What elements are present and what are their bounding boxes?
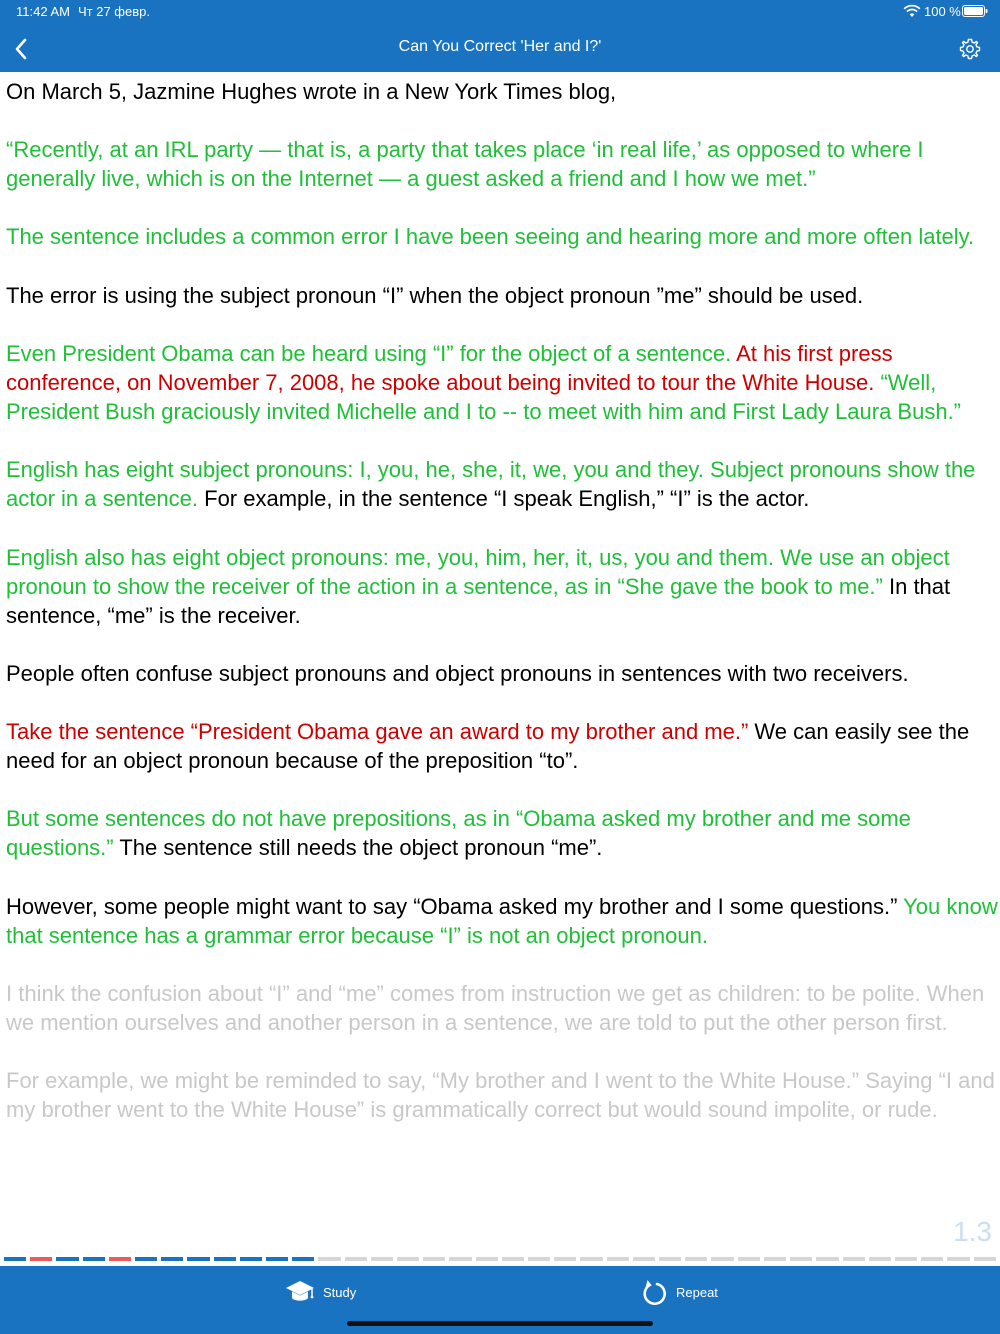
text-segment-green: English has eight subject pronouns: I, you, he, she, it, we, you and they. Subject pronouns show the actor in a sentence.	[6, 457, 976, 512]
page-indicator: 1.3	[953, 1216, 992, 1247]
lesson-paragraph	[6, 455, 1000, 513]
repeat-button[interactable]	[640, 1276, 718, 1308]
study-label: Study	[323, 1284, 357, 1300]
text-segment-black: On March 5, Jazmine Hughes wrote in a New York Times blog,	[6, 79, 617, 104]
text-segment-green: But some sentences do not have prepositions, as in “Obama asked my brother and me some questions.”	[6, 806, 911, 861]
progress-segment	[4, 1257, 26, 1261]
repeat-label: Repeat	[676, 1284, 718, 1300]
text-segment-faded: For example, we might be reminded to say, “My brother and I went to the White House.” Saying “I and my brother went to the White House” is grammatically correct but would sound impolite, or rude.	[6, 1068, 995, 1123]
progress-segment	[947, 1257, 969, 1261]
lesson-paragraph	[6, 339, 1000, 426]
text-segment-black: In that sentence, “me” is the receiver.	[6, 573, 951, 628]
progress-segment	[921, 1257, 943, 1261]
progress-segment	[109, 1257, 131, 1261]
progress-segment	[30, 1257, 52, 1261]
text-segment-green: Even President Obama can be heard using “I” for the object of a sentence.	[6, 340, 737, 366]
lesson-paragraph	[6, 804, 1000, 862]
home-indicator	[347, 1321, 653, 1326]
back-button[interactable]	[6, 34, 36, 64]
progress-segment	[974, 1257, 996, 1261]
chevron-left-icon	[13, 37, 29, 61]
lesson-paragraph	[6, 77, 1000, 106]
lesson-paragraph	[6, 543, 1000, 630]
text-segment-green: You know that sentence has a grammar error because “I” is not an object pronoun.	[6, 893, 998, 948]
text-segment-black: The sentence still needs the object pronoun “me”.	[119, 835, 603, 861]
top-bar	[0, 0, 1000, 72]
status-time: 11:42 AM	[16, 4, 70, 19]
progress-segment	[187, 1257, 209, 1261]
progress-segment	[659, 1257, 681, 1261]
progress-segment	[607, 1257, 629, 1261]
progress-segment	[161, 1257, 183, 1261]
page-title: Can You Correct 'Her and I?'	[398, 38, 602, 55]
text-segment-green: “Recently, at an IRL party — that is, a party that takes place ‘in real life,’ as opposed to where I generally live, which is on the Internet — a guest asked a friend and I how we met.”	[6, 137, 924, 192]
progress-segment	[816, 1257, 838, 1261]
lesson-paragraph	[6, 892, 1000, 950]
progress-segment	[476, 1257, 498, 1261]
progress-segment	[345, 1257, 367, 1261]
progress-segment	[580, 1257, 602, 1261]
text-segment-faded: I think the confusion about “I” and “me” comes from instruction we get as children: to be polite. When we mention ourselves and another person in a sentence, we are told to put the other person first.	[6, 980, 985, 1035]
lesson-paragraph	[6, 717, 1000, 775]
lesson-paragraph	[6, 1066, 1000, 1124]
status-date: Чт 27 февр.	[78, 4, 150, 19]
study-button[interactable]	[285, 1276, 356, 1308]
text-segment-green: “Well, President Bush graciously invited Michelle and I to -- to meet with him and First Lady Laura Bush.”	[6, 369, 962, 425]
settings-button[interactable]	[956, 35, 984, 63]
progress-segment	[502, 1257, 524, 1261]
wifi-icon	[903, 4, 921, 18]
lesson-paragraph	[6, 135, 1000, 193]
progress-segment	[371, 1257, 393, 1261]
text-segment-black: People often confuse subject pronouns and object pronouns in sentences with two receivers.	[6, 660, 909, 686]
progress-segment	[83, 1257, 105, 1261]
progress-segment	[449, 1257, 471, 1261]
progress-segment	[318, 1257, 340, 1261]
text-segment-red: At his first press conference, on November 7, 2008, he spoke about being invited to tour the White House.	[6, 340, 893, 395]
progress-segment	[633, 1257, 655, 1261]
battery-icon	[962, 5, 988, 17]
lesson-paragraph	[6, 659, 1000, 688]
repeat-arrow-icon	[640, 1277, 668, 1307]
graduation-cap-icon	[285, 1279, 315, 1305]
text-segment-green: The sentence includes a common error I have been seeing and hearing more and more often lately.	[6, 224, 975, 250]
progress-segment	[266, 1257, 288, 1261]
progress-segment	[869, 1257, 891, 1261]
progress-bar	[4, 1257, 996, 1261]
progress-segment	[135, 1257, 157, 1261]
progress-segment	[685, 1257, 707, 1261]
text-segment-black: However, some people might want to say “Obama asked my brother and I some questions.”	[6, 893, 904, 919]
text-segment-black: We can easily see the need for an object pronoun because of the preposition “to”.	[6, 719, 970, 774]
text-segment-black: For example, in the sentence “I speak English,” “I” is the actor.	[204, 486, 810, 512]
lesson-paragraph	[6, 281, 1000, 310]
text-segment-green: English also has eight object pronouns: me, you, him, her, it, us, you and them. We use an object pronoun to show the receiver of the action in a sentence, as in “She gave the book to me.”	[6, 544, 950, 599]
progress-segment	[214, 1257, 236, 1261]
progress-segment	[397, 1257, 419, 1261]
lesson-text	[6, 77, 1000, 1245]
progress-segment	[240, 1257, 262, 1261]
progress-segment	[292, 1257, 314, 1261]
progress-segment	[764, 1257, 786, 1261]
progress-segment	[738, 1257, 760, 1261]
progress-segment	[790, 1257, 812, 1261]
progress-segment	[843, 1257, 865, 1261]
lesson-paragraph	[6, 222, 1000, 251]
progress-segment	[895, 1257, 917, 1261]
text-segment-black: The error is using the subject pronoun “I” when the object pronoun ”me” should be used.	[6, 282, 864, 308]
progress-segment	[56, 1257, 78, 1261]
progress-segment	[423, 1257, 445, 1261]
progress-segment	[528, 1257, 550, 1261]
lesson-paragraph	[6, 979, 1000, 1037]
gear-icon	[958, 37, 982, 61]
battery-percent: 100 %	[924, 4, 961, 19]
progress-segment	[554, 1257, 576, 1261]
text-segment-red: Take the sentence “President Obama gave an award to my brother and me.”	[6, 719, 755, 745]
progress-segment	[711, 1257, 733, 1261]
